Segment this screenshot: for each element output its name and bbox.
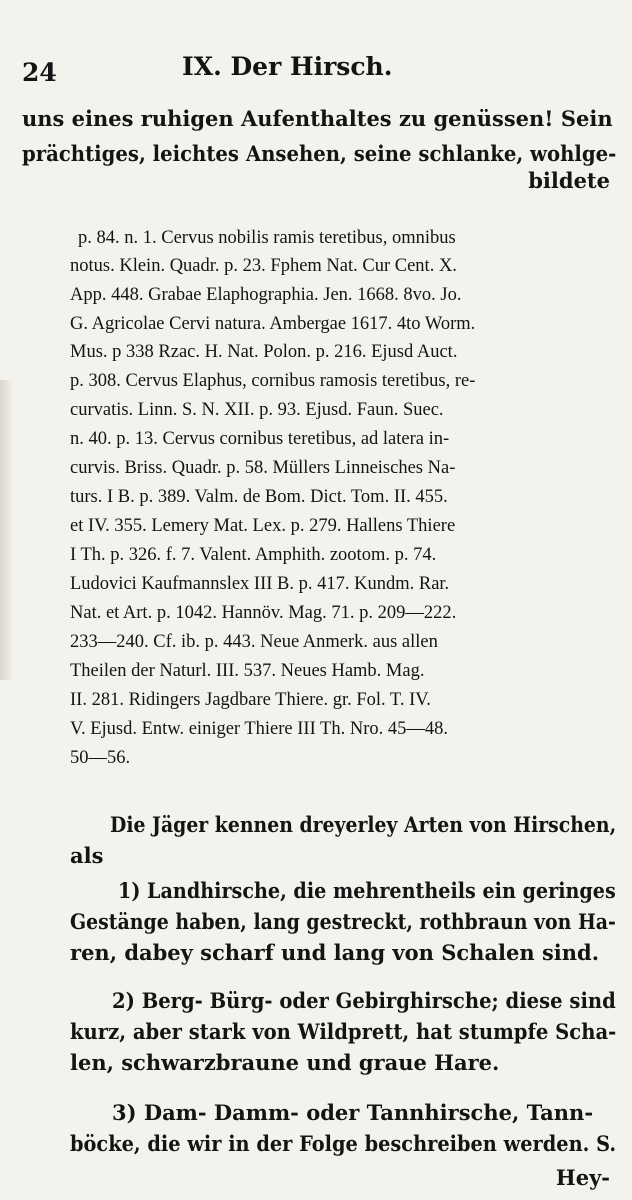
list-item-2: 2) Berg- Bürg- oder Gebirghirsche; diese sind: [112, 988, 616, 1013]
footnote-line: Mus. p 338 Rzac. H. Nat. Polon. p. 216. Ejusd Auct.: [70, 342, 458, 362]
page-title: IX. Der Hirsch.: [182, 52, 393, 81]
catchword: bildete: [528, 168, 610, 193]
list-item-3: 3) Dam- Damm- oder Tannhirsche, Tann-: [112, 1100, 594, 1125]
footnote-line: 233—240. Cf. ib. p. 443. Neue Anmerk. aus allen: [70, 632, 438, 652]
footnote-line: 50—56.: [70, 748, 131, 768]
footnote-line: I Th. p. 326. f. 7. Valent. Amphith. zootom. p. 74.: [70, 545, 437, 565]
text-line: len, schwarzbraune und graue Hare.: [70, 1050, 500, 1075]
footnote-line: turs. I B. p. 389. Valm. de Bom. Dict. Tom. II. 455.: [70, 487, 448, 507]
text-line: als: [70, 843, 104, 868]
footnote-line: curvis. Briss. Quadr. p. 58. Müllers Linneisches Na-: [70, 458, 456, 478]
text-line: Gestänge haben, lang gestreckt, rothbraun von Ha-: [70, 909, 616, 934]
footnote-line: notus. Klein. Quadr. p. 23. Fphem Nat. Cur Cent. X.: [70, 256, 457, 276]
footnote-line: curvatis. Linn. S. N. XII. p. 93. Ejusd. Faun. Suec.: [70, 400, 444, 420]
text-line: uns eines ruhigen Aufenthaltes zu genüssen! Sein: [22, 106, 613, 131]
text-line: kurz, aber stark von Wildprett, hat stumpfe Scha-: [70, 1019, 617, 1044]
text-line: böcke, die wir in der Folge beschreiben werden. S.: [70, 1131, 617, 1156]
footnote-line: Nat. et Art. p. 1042. Hannöv. Mag. 71. p. 209—222.: [70, 603, 457, 623]
list-item-1: 1) Landhirsche, die mehrentheils ein geringes: [118, 878, 616, 903]
footnote-line: Ludovici Kaufmannslex III B. p. 417. Kundm. Rar.: [70, 574, 450, 594]
footnote-line: n. 40. p. 13. Cervus cornibus teretibus, ad latera in-: [70, 429, 450, 449]
catchword: Hey-: [555, 1165, 610, 1190]
footnote-line: Theilen der Naturl. III. 537. Neues Hamb. Mag.: [70, 661, 425, 681]
footnote-line: V. Ejusd. Entw. einiger Thiere III Th. Nro. 45—48.: [70, 719, 448, 739]
text-line: ren, dabey scharf und lang von Schalen sind.: [70, 940, 600, 965]
footnote-line: App. 448. Grabae Elaphographia. Jen. 1668. 8vo. Jo.: [70, 285, 462, 305]
text-line: Die Jäger kennen dreyerley Arten von Hirschen,: [110, 812, 617, 837]
footnote-line: II. 281. Ridingers Jagdbare Thiere. gr. Fol. T. IV.: [70, 690, 431, 710]
footnote-line: et IV. 355. Lemery Mat. Lex. p. 279. Hallens Thiere: [70, 516, 456, 536]
footnote-line: p. 84. n. 1. Cervus nobilis ramis teretibus, omnibus: [78, 228, 456, 248]
bleed-through-shadow: [0, 380, 14, 680]
footnote-line: p. 308. Cervus Elaphus, cornibus ramosis teretibus, re-: [70, 371, 476, 391]
text-line: prächtiges, leichtes Ansehen, seine schlanke, wohlge-: [22, 141, 617, 166]
page-number: 24: [22, 58, 57, 87]
footnote-line: G. Agricolae Cervi natura. Ambergae 1617. 4to Worm.: [70, 314, 476, 334]
